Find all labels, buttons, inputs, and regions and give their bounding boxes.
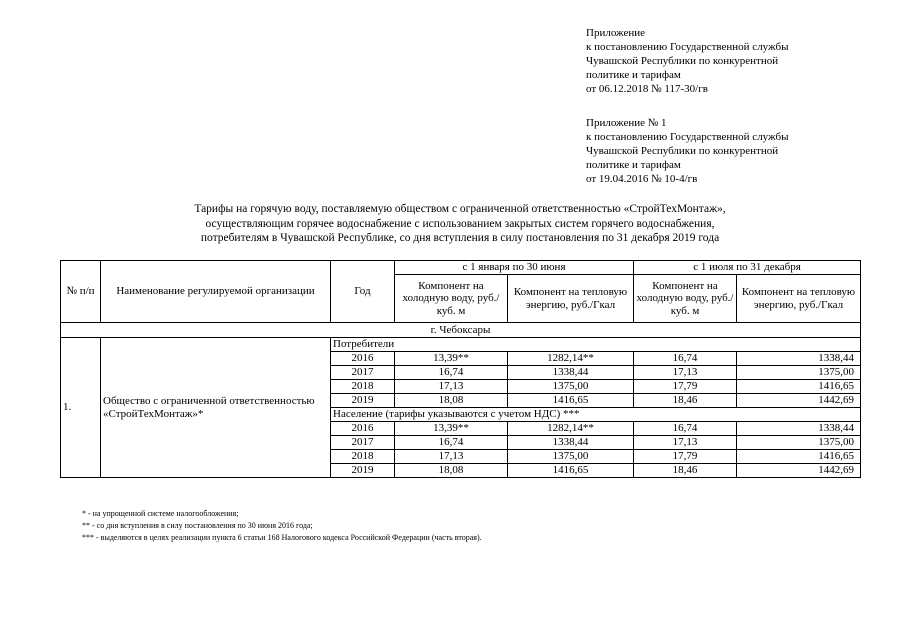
- cell-year: 2019: [331, 464, 395, 478]
- tariff-table: [60, 260, 861, 478]
- cell-heat-2: 1375,00: [737, 436, 861, 450]
- cell-cold-1: 13,39**: [395, 352, 508, 366]
- appendix-line: политике и тарифам: [586, 159, 681, 171]
- table-header-row: [61, 261, 861, 275]
- cell-cold-1: 16,74: [395, 436, 508, 450]
- cell-year: 2019: [331, 394, 395, 408]
- cell-heat-1: 1338,44: [508, 366, 634, 380]
- cell-heat-2: 1338,44: [737, 352, 861, 366]
- cell-cold-1: 18,08: [395, 394, 508, 408]
- appendix-line: Чувашской Республики по конкурентной: [586, 145, 779, 157]
- cell-heat-1: 1416,65: [508, 394, 634, 408]
- appendix-line: политике и тарифам: [586, 69, 681, 81]
- cell-year: 2018: [331, 450, 395, 464]
- appendix-line: к постановлению Государственной службы: [586, 131, 789, 143]
- cell-cold-2: 17,79: [634, 450, 737, 464]
- cell-year: 2016: [331, 422, 395, 436]
- footnotes: [82, 508, 482, 544]
- title-line: осуществляющим горячее водоснабжение с использованием закрытых систем горячего водоснабжения,: [205, 217, 715, 230]
- cell-heat-2: 1416,65: [737, 450, 861, 464]
- cell-heat-2: 1338,44: [737, 422, 861, 436]
- cell-year: 2017: [331, 436, 395, 450]
- cell-heat-2: 1416,65: [737, 380, 861, 394]
- cell-cold-2: 18,46: [634, 464, 737, 478]
- cell-cold-2: 17,13: [634, 366, 737, 380]
- organization-name: Общество с ограниченной ответственностью «СтройТехМонтаж»*: [101, 338, 331, 478]
- group-label: Население (тарифы указываются с учетом НДС) ***: [331, 408, 861, 422]
- cell-year: 2017: [331, 366, 395, 380]
- cell-heat-1: 1338,44: [508, 436, 634, 450]
- document-title: [60, 202, 860, 246]
- group-row-consumers: [61, 338, 861, 352]
- appendix-date-line: от 06.12.2018 № 117-30/гв: [586, 83, 708, 95]
- cell-heat-1: 1375,00: [508, 450, 634, 464]
- header-number: № п/п: [61, 261, 101, 323]
- cell-heat-2: 1375,00: [737, 366, 861, 380]
- row-number: 1.: [61, 338, 101, 478]
- appendix-line: Приложение № 1: [586, 117, 667, 129]
- cell-heat-2: 1442,69: [737, 464, 861, 478]
- footnote: ** - со дня вступления в силу постановления по 30 июня 2016 года;: [82, 521, 313, 530]
- appendix-line: к постановлению Государственной службы: [586, 41, 789, 53]
- footnote: * - на упрощенной системе налогообложения;: [82, 509, 239, 518]
- cell-cold-1: 17,13: [395, 380, 508, 394]
- cell-year: 2018: [331, 380, 395, 394]
- cell-heat-1: 1282,14**: [508, 422, 634, 436]
- appendix-line: Приложение: [586, 27, 646, 39]
- cell-heat-1: 1416,65: [508, 464, 634, 478]
- cell-heat-1: 1282,14**: [508, 352, 634, 366]
- cell-cold-2: 17,79: [634, 380, 737, 394]
- city-name: г. Чебоксары: [61, 323, 861, 338]
- cell-cold-2: 17,13: [634, 436, 737, 450]
- group-label: Потребители: [331, 338, 861, 352]
- appendix-line: Чувашской Республики по конкурентной: [586, 55, 779, 67]
- appendix-block-original: [586, 116, 886, 186]
- appendix-block-current: [586, 26, 886, 96]
- cell-cold-2: 16,74: [634, 352, 737, 366]
- header-cold-water-2: Компонент на холодную воду, руб./куб. м: [634, 275, 737, 323]
- header-cold-water-1: Компонент на холодную воду, руб./куб. м: [395, 275, 508, 323]
- cell-heat-2: 1442,69: [737, 394, 861, 408]
- cell-cold-2: 18,46: [634, 394, 737, 408]
- cell-heat-1: 1375,00: [508, 380, 634, 394]
- footnote: *** - выделяются в целях реализации пункта 6 статьи 168 Налогового кодекса Российской Федерации (часть вторая).: [82, 533, 482, 542]
- header-period-second-half: с 1 июля по 31 декабря: [634, 261, 861, 275]
- title-line: Тарифы на горячую воду, поставляемую обществом с ограниченной ответственностью «СтройТехМонтаж»,: [194, 203, 726, 215]
- header-heat-energy-1: Компонент на тепловую энергию, руб./Гкал: [508, 275, 634, 323]
- title-line: потребителям в Чувашской Республике, со дня вступления в силу постановления по 31 декабря 2019 года: [200, 232, 720, 244]
- cell-cold-2: 16,74: [634, 422, 737, 436]
- cell-cold-1: 13,39**: [395, 422, 508, 436]
- header-organization: Наименование регулируемой организации: [101, 261, 331, 323]
- cell-cold-1: 17,13: [395, 450, 508, 464]
- city-row: [61, 323, 861, 338]
- cell-cold-1: 16,74: [395, 366, 508, 380]
- header-heat-energy-2: Компонент на тепловую энергию, руб./Гкал: [737, 275, 861, 323]
- appendix-date-line: от 19.04.2016 № 10-4/гв: [586, 173, 698, 185]
- header-year: Год: [331, 261, 395, 323]
- cell-cold-1: 18,08: [395, 464, 508, 478]
- cell-year: 2016: [331, 352, 395, 366]
- header-period-first-half: с 1 января по 30 июня: [395, 261, 634, 275]
